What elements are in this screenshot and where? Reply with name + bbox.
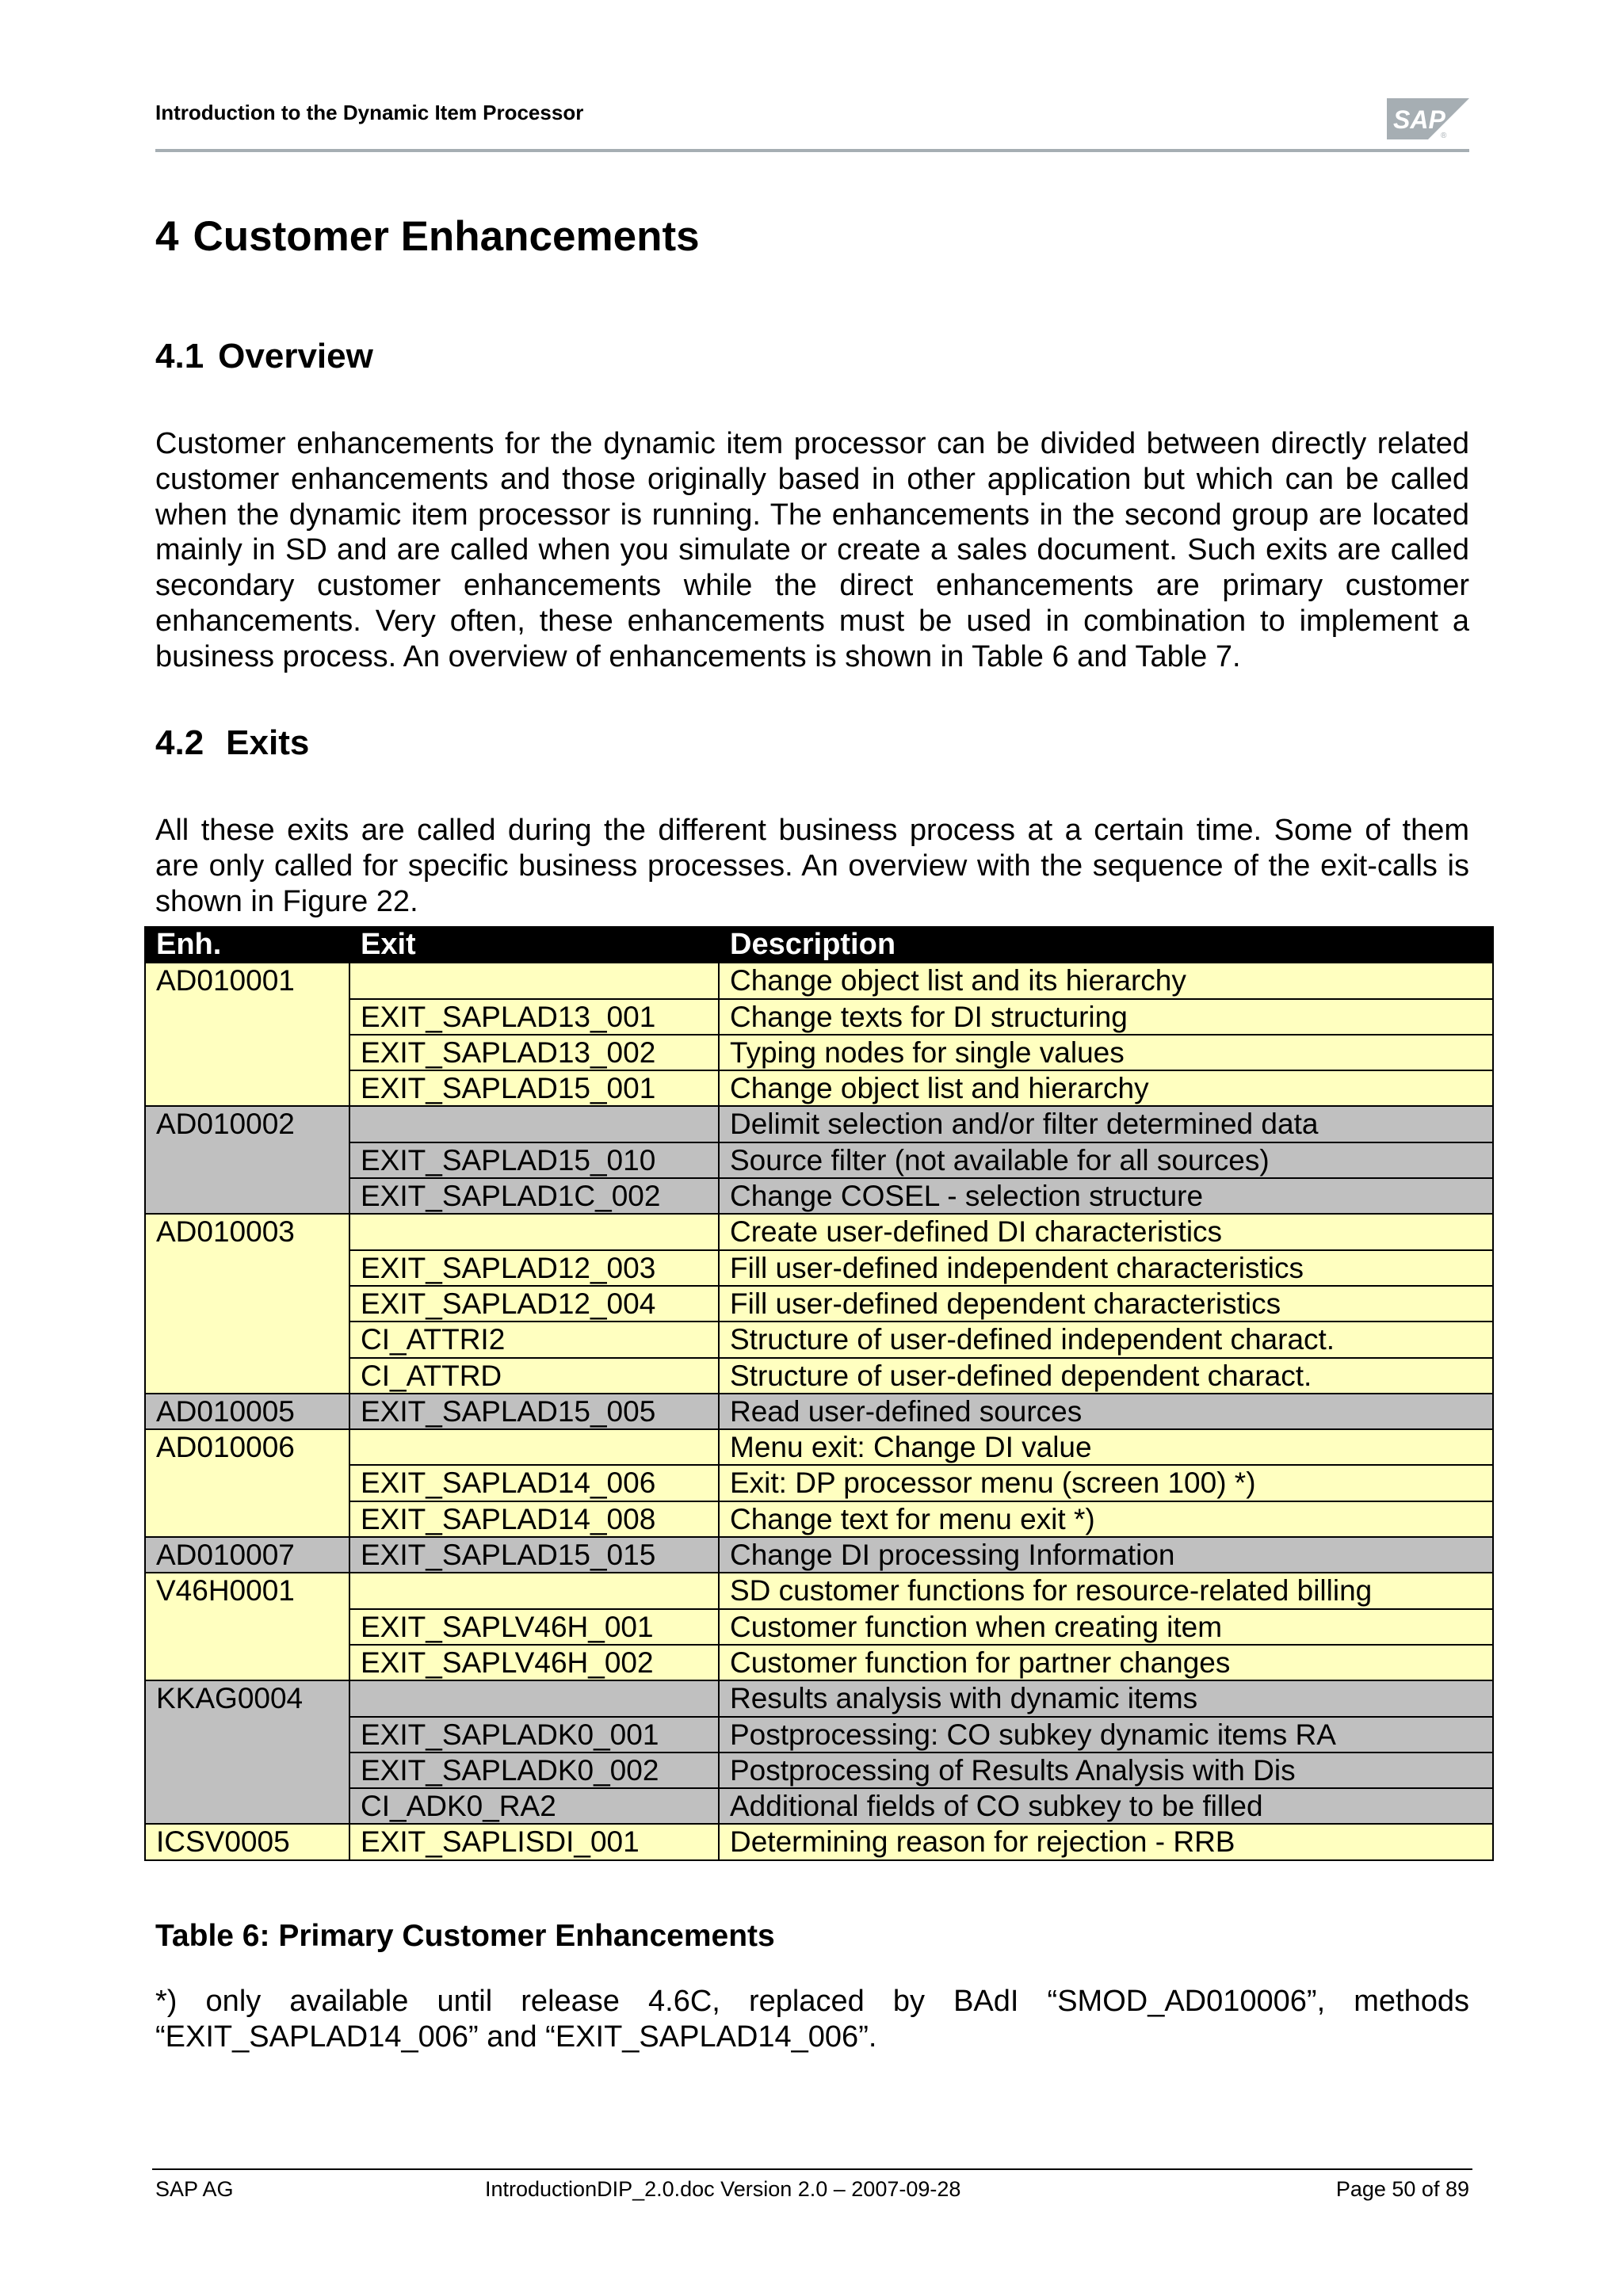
cell-enh [145,1286,349,1322]
overview-heading [155,337,373,376]
cell-description: Change text for menu exit *) [719,1501,1493,1537]
table-header-row [145,927,1493,963]
exits-number: 4.2 [155,723,204,762]
cell-enh: AD010006 [145,1429,349,1465]
cell-exit: EXIT_SAPLAD15_005 [349,1394,719,1429]
cell-description: Delimit selection and/or filter determined data [719,1106,1493,1142]
cell-description: Change object list and its hierarchy [719,963,1493,998]
sap-logo [1387,98,1469,139]
table-row [145,1429,1493,1465]
column-header-enh: Enh. [145,927,349,963]
sap-logo-mark: ® [1441,132,1447,139]
overview-paragraph [155,426,1469,675]
cell-description: Structure of user-defined independent charact. [719,1322,1493,1357]
cell-exit [349,1429,719,1465]
cell-enh: V46H0001 [145,1573,349,1608]
cell-exit: EXIT_SAPLAD13_001 [349,999,719,1035]
cell-exit [349,1214,719,1249]
overview-line: business process. An overview of enhancements is shown in Table 6 and Table 7. [155,639,1241,673]
cell-enh [145,1322,349,1357]
cell-exit: CI_ATTRI2 [349,1322,719,1357]
cell-enh [145,1250,349,1286]
cell-enh [145,1035,349,1070]
cell-exit: EXIT_SAPLAD12_004 [349,1286,719,1322]
cell-description: Menu exit: Change DI value [719,1429,1493,1465]
cell-exit: EXIT_SAPLAD14_008 [349,1501,719,1537]
cell-description: Structure of user-defined dependent charact. [719,1358,1493,1394]
footer-company: SAP AG [155,2177,234,2201]
cell-exit: EXIT_SAPLV46H_001 [349,1609,719,1645]
column-header-exit: Exit [349,927,719,963]
footnote-line: *) only available until release 4.6C, replaced by BAdI “SMOD_AD010006”, methods [155,1985,1469,2018]
footer-page: Page 50 of 89 [1335,2177,1469,2201]
cell-enh: AD010003 [145,1214,349,1249]
section-number: 4 [155,213,179,260]
footer-document: IntroductionDIP_2.0.doc Version 2.0 – 2007-09-28 [485,2177,961,2201]
table-row [145,1717,1493,1753]
cell-enh [145,999,349,1035]
overview-line: mainly in SD and are called when you simulate or create a sales document. Such exits are called [155,533,1469,567]
sap-logo-text: SAP [1393,105,1445,134]
cell-description: Customer function when creating item [719,1609,1493,1645]
table-row [145,999,1493,1035]
exits-line: shown in Figure 22. [155,884,418,918]
table-row [145,1250,1493,1286]
cell-enh [145,1142,349,1178]
running-header: Introduction to the Dynamic Item Processor [155,101,584,124]
cell-exit: CI_ADK0_RA2 [349,1788,719,1824]
cell-description: Read user-defined sources [719,1394,1493,1429]
cell-exit: CI_ATTRD [349,1358,719,1394]
table-row [145,1680,1493,1716]
cell-exit: EXIT_SAPLADK0_002 [349,1753,719,1788]
cell-enh [145,1609,349,1645]
cell-description: Change texts for DI structuring [719,999,1493,1035]
cell-enh [145,1717,349,1753]
cell-exit: EXIT_SAPLV46H_002 [349,1645,719,1680]
table-row [145,1142,1493,1178]
table-row [145,1358,1493,1394]
cell-enh [145,1645,349,1680]
table-row [145,963,1493,998]
cell-exit: EXIT_SAPLAD15_001 [349,1070,719,1106]
exits-line: All these exits are called during the different business process at a certain time. Some of them [155,814,1469,847]
cell-exit [349,1573,719,1608]
cell-enh [145,1070,349,1106]
cell-exit [349,1680,719,1716]
table-row [145,1609,1493,1645]
cell-enh [145,1178,349,1214]
cell-enh: ICSV0005 [145,1824,349,1859]
overview-number: 4.1 [155,337,204,376]
cell-description: Exit: DP processor menu (screen 100) *) [719,1465,1493,1501]
cell-description: Create user-defined DI characteristics [719,1214,1493,1249]
footer-rule [152,2168,1472,2170]
cell-enh [145,1788,349,1824]
table-row [145,1788,1493,1824]
cell-exit: EXIT_SAPLAD15_010 [349,1142,719,1178]
table-row [145,1394,1493,1429]
table-row [145,1753,1493,1788]
table-row [145,1214,1493,1249]
cell-enh [145,1753,349,1788]
cell-enh [145,1501,349,1537]
cell-exit: EXIT_SAPLADK0_001 [349,1717,719,1753]
table-row [145,1106,1493,1142]
cell-description: Customer function for partner changes [719,1645,1493,1680]
cell-enh: AD010001 [145,963,349,998]
footnote-line: “EXIT_SAPLAD14_006” and “EXIT_SAPLAD14_006”. [155,2019,877,2054]
overview-line: enhancements. Very often, these enhancements must be used in combination to implement a [155,604,1469,638]
cell-description: Determining reason for rejection - RRB [719,1824,1493,1859]
cell-description: Change DI processing Information [719,1537,1493,1573]
footnote [155,1984,1469,2055]
section-heading [155,212,700,261]
table-row [145,1573,1493,1608]
cell-description: Fill user-defined dependent characteristics [719,1286,1493,1322]
cell-description: SD customer functions for resource-related billing [719,1573,1493,1608]
cell-exit: EXIT_SAPLAD14_006 [349,1465,719,1501]
cell-description: Postprocessing of Results Analysis with Dis [719,1753,1493,1788]
cell-description: Change COSEL - selection structure [719,1178,1493,1214]
exits-title: Exits [226,723,310,762]
table-row [145,1501,1493,1537]
cell-exit [349,963,719,998]
cell-enh: AD010002 [145,1106,349,1142]
overview-title: Overview [218,337,373,376]
table-row [145,1537,1493,1573]
enhancements-table [144,926,1494,1861]
cell-description: Postprocessing: CO subkey dynamic items RA [719,1717,1493,1753]
overview-line: when the dynamic item processor is running. The enhancements in the second group are located [155,498,1469,532]
exits-line: are only called for specific business processes. An overview with the sequence of the exit-calls is [155,849,1469,883]
overview-line: secondary customer enhancements while the direct enhancements are primary customer [155,569,1469,603]
table-body [145,963,1493,1859]
overview-line: Customer enhancements for the dynamic item processor can be divided between directly related [155,427,1469,460]
cell-enh [145,1465,349,1501]
column-header-description: Description [719,927,1493,963]
cell-description: Typing nodes for single values [719,1035,1493,1070]
cell-description: Fill user-defined independent characteristics [719,1250,1493,1286]
cell-enh: AD010007 [145,1537,349,1573]
table-row [145,1465,1493,1501]
cell-exit: EXIT_SAPLAD15_015 [349,1537,719,1573]
table-caption: Table 6: Primary Customer Enhancements [155,1919,775,1953]
cell-description: Results analysis with dynamic items [719,1680,1493,1716]
table-row [145,1824,1493,1859]
cell-enh: KKAG0004 [145,1680,349,1716]
exits-heading [155,723,309,763]
section-title: Customer Enhancements [193,213,700,260]
overview-line: customer enhancements and those originally based in other application but which can be called [155,462,1469,496]
header-rule [155,149,1469,152]
table-row [145,1645,1493,1680]
cell-enh [145,1358,349,1394]
table-row [145,1322,1493,1357]
cell-exit: EXIT_SAPLAD1C_002 [349,1178,719,1214]
cell-exit: EXIT_SAPLISDI_001 [349,1824,719,1859]
table-row [145,1286,1493,1322]
cell-description: Additional fields of CO subkey to be filled [719,1788,1493,1824]
table-row [145,1035,1493,1070]
cell-exit: EXIT_SAPLAD12_003 [349,1250,719,1286]
table-row [145,1178,1493,1214]
cell-enh: AD010005 [145,1394,349,1429]
cell-exit [349,1106,719,1142]
cell-exit: EXIT_SAPLAD13_002 [349,1035,719,1070]
cell-description: Source filter (not available for all sources) [719,1142,1493,1178]
cell-description: Change object list and hierarchy [719,1070,1493,1106]
exits-paragraph [155,813,1469,919]
table-row [145,1070,1493,1106]
